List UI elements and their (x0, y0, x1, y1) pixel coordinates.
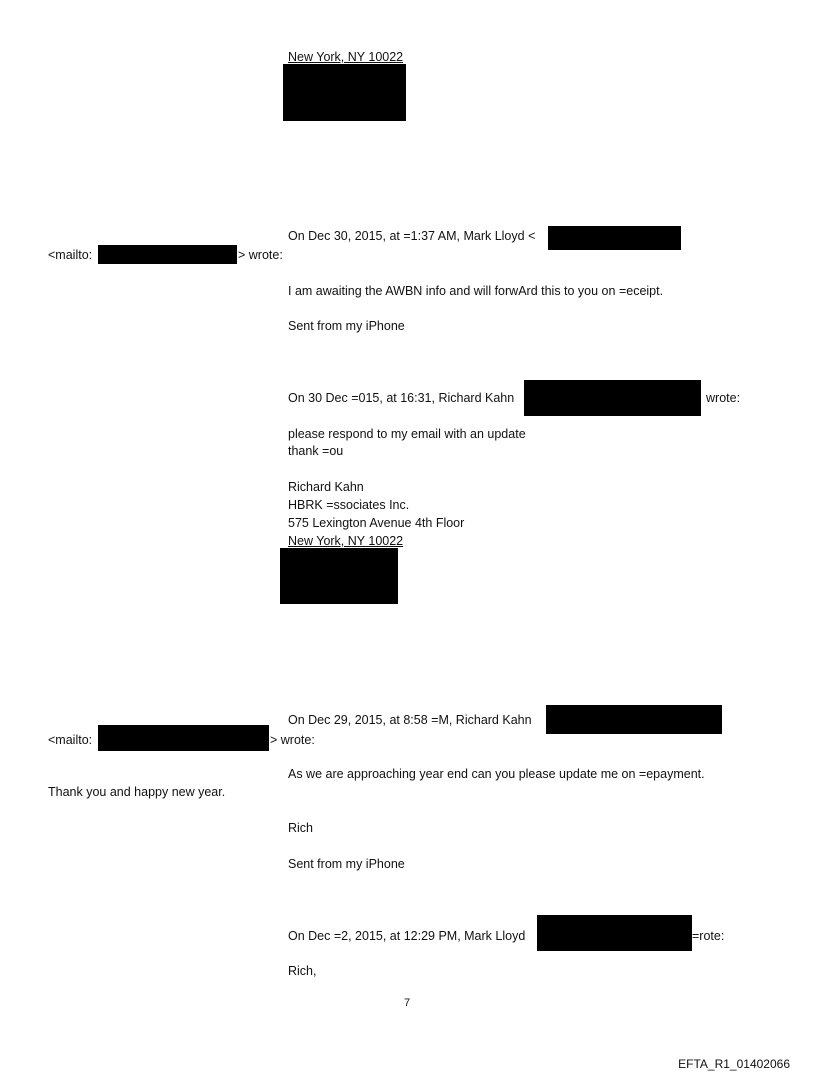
wrote-label: > wrote: (238, 248, 283, 262)
redaction-box (98, 245, 237, 264)
redaction-box (280, 548, 398, 604)
email-signature: Sent from my iPhone (288, 857, 405, 871)
email-body-line: please respond to my email with an update (288, 427, 526, 441)
email-header-line: On Dec =2, 2015, at 12:29 PM, Mark Lloyd (288, 929, 526, 943)
wrote-label: > wrote: (270, 733, 315, 747)
email-body-line: Thank you and happy new year. (48, 785, 226, 799)
redaction-box (283, 64, 406, 121)
redaction-box (524, 380, 701, 416)
signature-company: HBRK =ssociates Inc. (288, 498, 410, 512)
bates-number: EFTA_R1_01402066 (678, 1057, 790, 1071)
email-body-line: I am awaiting the AWBN info and will forwArd this to you on =eceipt. (288, 284, 664, 298)
email-header-line: On Dec 29, 2015, at 8:58 =M, Richard Kahn (288, 713, 532, 727)
email-header-line: On Dec 30, 2015, at =1:37 AM, Mark Lloyd < (288, 229, 536, 243)
mailto-prefix: <mailto: (48, 733, 93, 747)
redaction-box (98, 725, 269, 751)
signature-address: 575 Lexington Avenue 4th Floor (288, 516, 465, 530)
redaction-box (537, 915, 692, 951)
email-header-line: On 30 Dec =015, at 16:31, Richard Kahn (288, 391, 515, 405)
redaction-box (548, 226, 681, 250)
email-greeting: Rich, (288, 964, 317, 978)
wrote-label: =rote: (692, 929, 725, 943)
email-sign-off: Rich (288, 821, 314, 835)
signature-city-line: New York, NY 10022 (288, 50, 404, 64)
signature-city-line: New York, NY 10022 (288, 534, 404, 548)
email-body-line: thank =ou (288, 444, 344, 458)
mailto-prefix: <mailto: (48, 248, 93, 262)
signature-name: Richard Kahn (288, 480, 364, 494)
email-body-line: As we are approaching year end can you please update me on =epayment. (288, 767, 705, 781)
page-number: 7 (404, 997, 411, 1009)
email-signature: Sent from my iPhone (288, 319, 405, 333)
redaction-box (546, 705, 722, 734)
wrote-label: wrote: (706, 391, 741, 405)
